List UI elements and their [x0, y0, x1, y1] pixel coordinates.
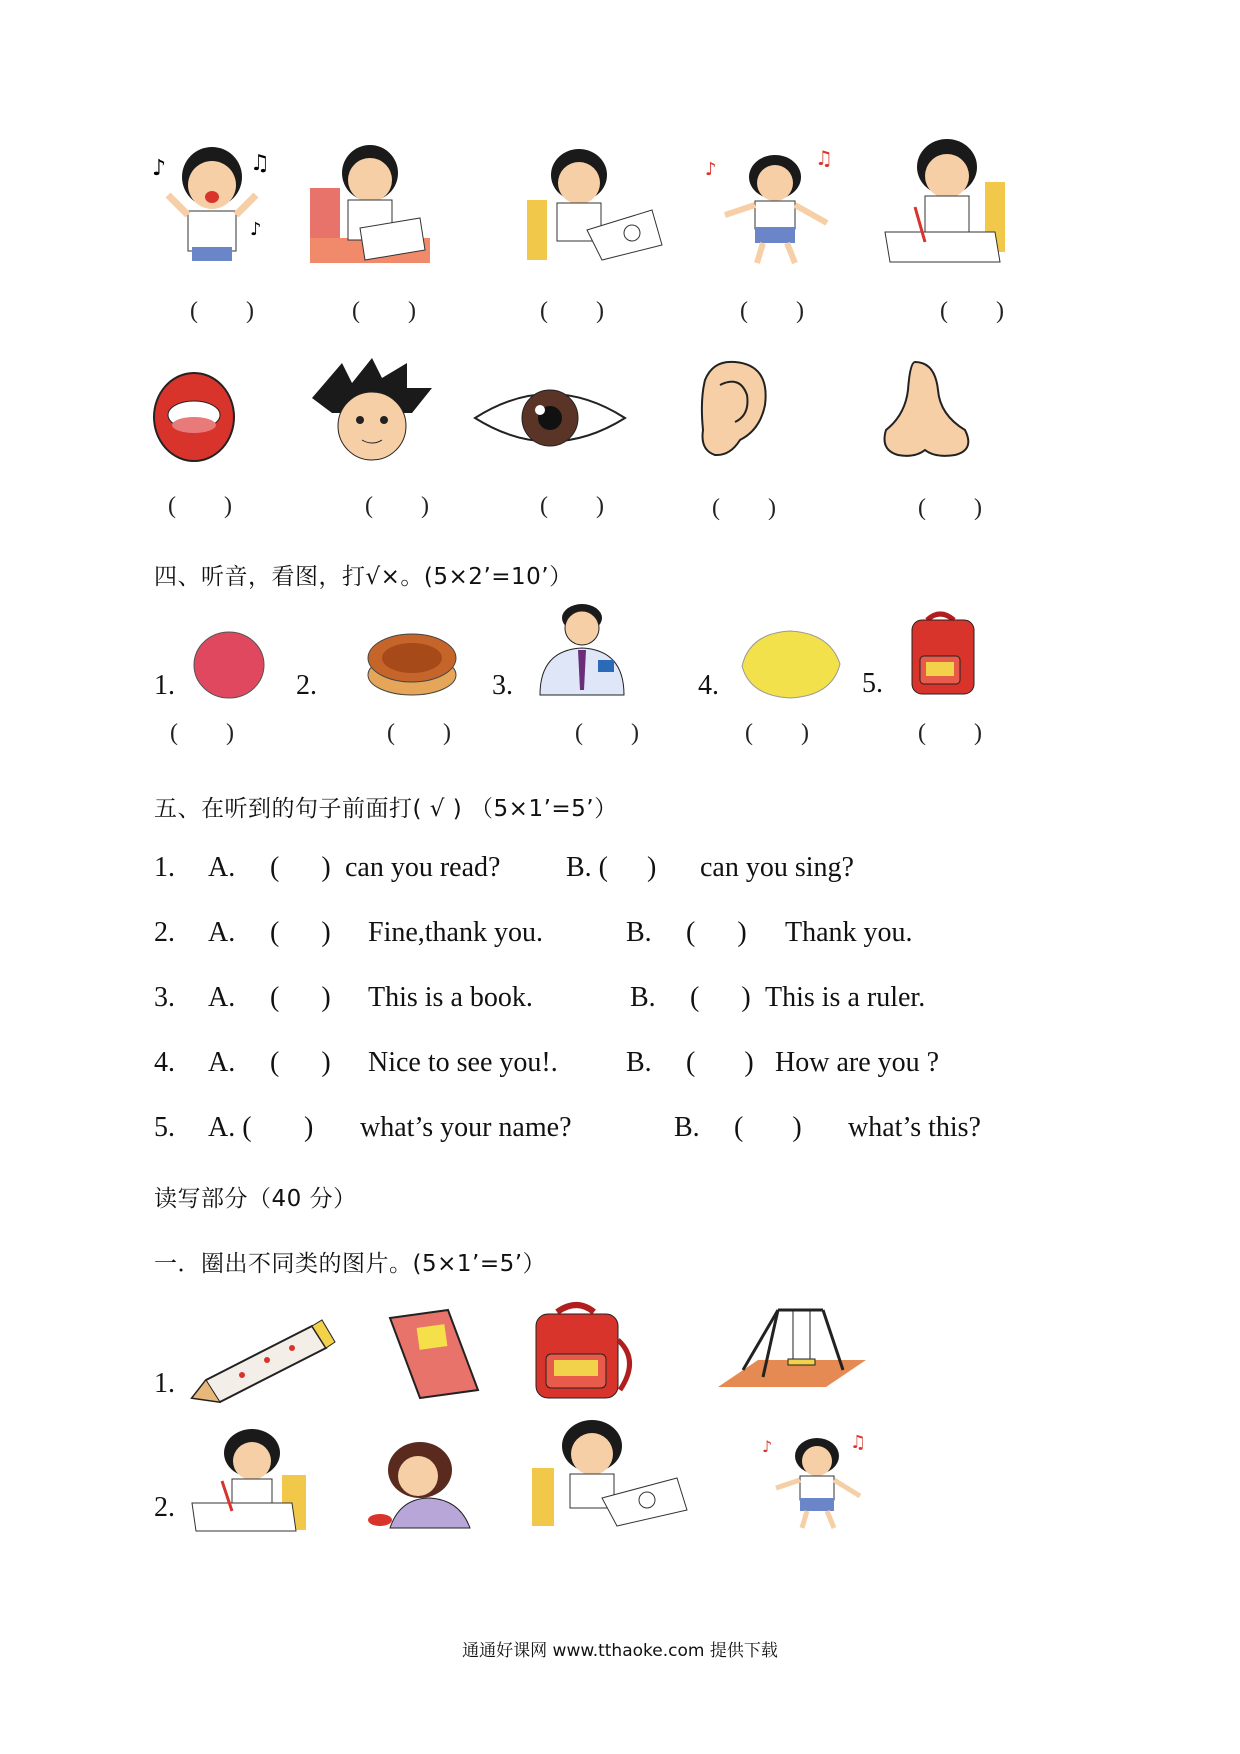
- option-b-text: How are you ?: [775, 1047, 940, 1078]
- svg-text:♪: ♪: [250, 219, 262, 240]
- blank-paren[interactable]: ( ): [365, 493, 429, 519]
- option-a-text: can you read?: [345, 852, 501, 883]
- option-a-text: Nice to see you!.: [368, 1047, 558, 1078]
- nose-picture: [880, 360, 972, 460]
- mouth-picture: [153, 370, 235, 465]
- svg-text:♫: ♫: [850, 1432, 867, 1453]
- item-number: 2.: [154, 917, 175, 948]
- item-number: 5.: [154, 1112, 175, 1143]
- option-b-paren[interactable]: ( ): [690, 982, 751, 1013]
- option-b-label: B. (: [566, 852, 608, 883]
- read-write-title: 读写部分（40 分）: [154, 1186, 357, 1212]
- blank-paren[interactable]: ( ): [190, 298, 254, 324]
- blank-paren[interactable]: ( ): [352, 298, 416, 324]
- section5-heading: 五、在听到的句子前面打( √ ) （5×1’=5’）: [154, 796, 618, 822]
- blank-paren[interactable]: ( ): [540, 298, 604, 324]
- ear-picture: [695, 360, 770, 458]
- swing-picture: [718, 1305, 866, 1390]
- option-b-text: can you sing?: [700, 852, 854, 883]
- item-number: 5.: [862, 668, 883, 699]
- option-a-text: what’s your name?: [360, 1112, 572, 1143]
- mooncake-picture: [366, 630, 458, 698]
- schoolbag-picture: [902, 608, 984, 696]
- blank-paren[interactable]: ( ): [540, 493, 604, 519]
- svg-text:♪: ♪: [152, 156, 167, 181]
- blank-paren[interactable]: ( ): [940, 298, 1004, 324]
- option-b-text: This is a ruler.: [765, 982, 926, 1013]
- lemon-picture: [740, 628, 842, 700]
- rw-section1-heading: 一．圈出不同类的图片。(5×1’=5’）: [154, 1251, 547, 1277]
- svg-text:♪: ♪: [762, 1437, 773, 1456]
- option-b-label: B.: [674, 1112, 700, 1143]
- option-b-label: B.: [626, 917, 652, 948]
- option-a-label: A.: [208, 982, 236, 1013]
- option-a-text: This is a book.: [368, 982, 533, 1013]
- blank-paren[interactable]: ( ): [918, 720, 982, 746]
- girl-drawing-picture: [532, 1418, 692, 1528]
- girl-singing-picture: [150, 135, 275, 265]
- eye-picture: [470, 380, 630, 455]
- girl-reading-picture: [310, 138, 430, 263]
- section4-heading: 四、听音，看图，打√×。(5×2’=10’）: [154, 564, 573, 590]
- girl-dancing-picture: [762, 1430, 877, 1530]
- blank-paren[interactable]: ( ): [170, 720, 234, 746]
- item-number: 4.: [698, 670, 719, 701]
- blank-paren[interactable]: ( ): [575, 720, 639, 746]
- item-number: 1.: [154, 1368, 175, 1399]
- option-b-paren[interactable]: ( ): [686, 1047, 754, 1078]
- red-circle-picture: [193, 630, 265, 700]
- girl-dancing-picture: [705, 145, 845, 265]
- option-a-label: A.: [208, 852, 236, 883]
- blank-paren[interactable]: ( ): [745, 720, 809, 746]
- book-picture: [388, 1308, 480, 1400]
- man-drinking-picture: [530, 600, 635, 695]
- svg-text:♫: ♫: [815, 146, 833, 170]
- option-a-text: Fine,thank you.: [368, 917, 543, 948]
- option-b-text: Thank you.: [785, 917, 913, 948]
- option-b-paren[interactable]: ( ): [686, 917, 747, 948]
- option-a-label: A. (: [208, 1112, 252, 1143]
- option-b-paren[interactable]: ( ): [734, 1112, 802, 1143]
- option-b-label: B.: [630, 982, 656, 1013]
- svg-text:♪: ♪: [705, 159, 717, 180]
- blank-paren[interactable]: ( ): [168, 493, 232, 519]
- item-number: 3.: [492, 670, 513, 701]
- blank-paren[interactable]: ( ): [712, 495, 776, 521]
- girl-writing-picture: [192, 1425, 310, 1533]
- item-number: 3.: [154, 982, 175, 1013]
- woman-picture: [360, 1440, 485, 1528]
- boy-head-picture: [312, 358, 437, 463]
- item-number: 1.: [154, 670, 175, 701]
- girl-drawing-picture: [527, 145, 667, 265]
- option-a-paren[interactable]: ): [262, 1112, 314, 1143]
- footer-credit: 通通好课网 www.tthaoke.com 提供下载: [462, 1641, 778, 1661]
- pencil-picture: [192, 1320, 337, 1402]
- item-number: 2.: [154, 1492, 175, 1523]
- item-number: 2.: [296, 670, 317, 701]
- option-b-text: what’s this?: [848, 1112, 981, 1143]
- option-a-paren[interactable]: ( ): [270, 852, 331, 883]
- girl-writing-picture: [885, 132, 1010, 267]
- blank-paren[interactable]: ( ): [387, 720, 451, 746]
- schoolbag-picture: [532, 1300, 642, 1400]
- option-a-label: A.: [208, 917, 236, 948]
- item-number: 1.: [154, 852, 175, 883]
- option-a-label: A.: [208, 1047, 236, 1078]
- option-a-paren[interactable]: ( ): [270, 1047, 331, 1078]
- option-a-paren[interactable]: ( ): [270, 917, 331, 948]
- option-a-paren[interactable]: ( ): [270, 982, 331, 1013]
- blank-paren[interactable]: ( ): [918, 495, 982, 521]
- svg-text:♫: ♫: [250, 151, 270, 176]
- option-b-label: B.: [626, 1047, 652, 1078]
- item-number: 4.: [154, 1047, 175, 1078]
- option-b-paren[interactable]: ): [612, 852, 657, 883]
- blank-paren[interactable]: ( ): [740, 298, 804, 324]
